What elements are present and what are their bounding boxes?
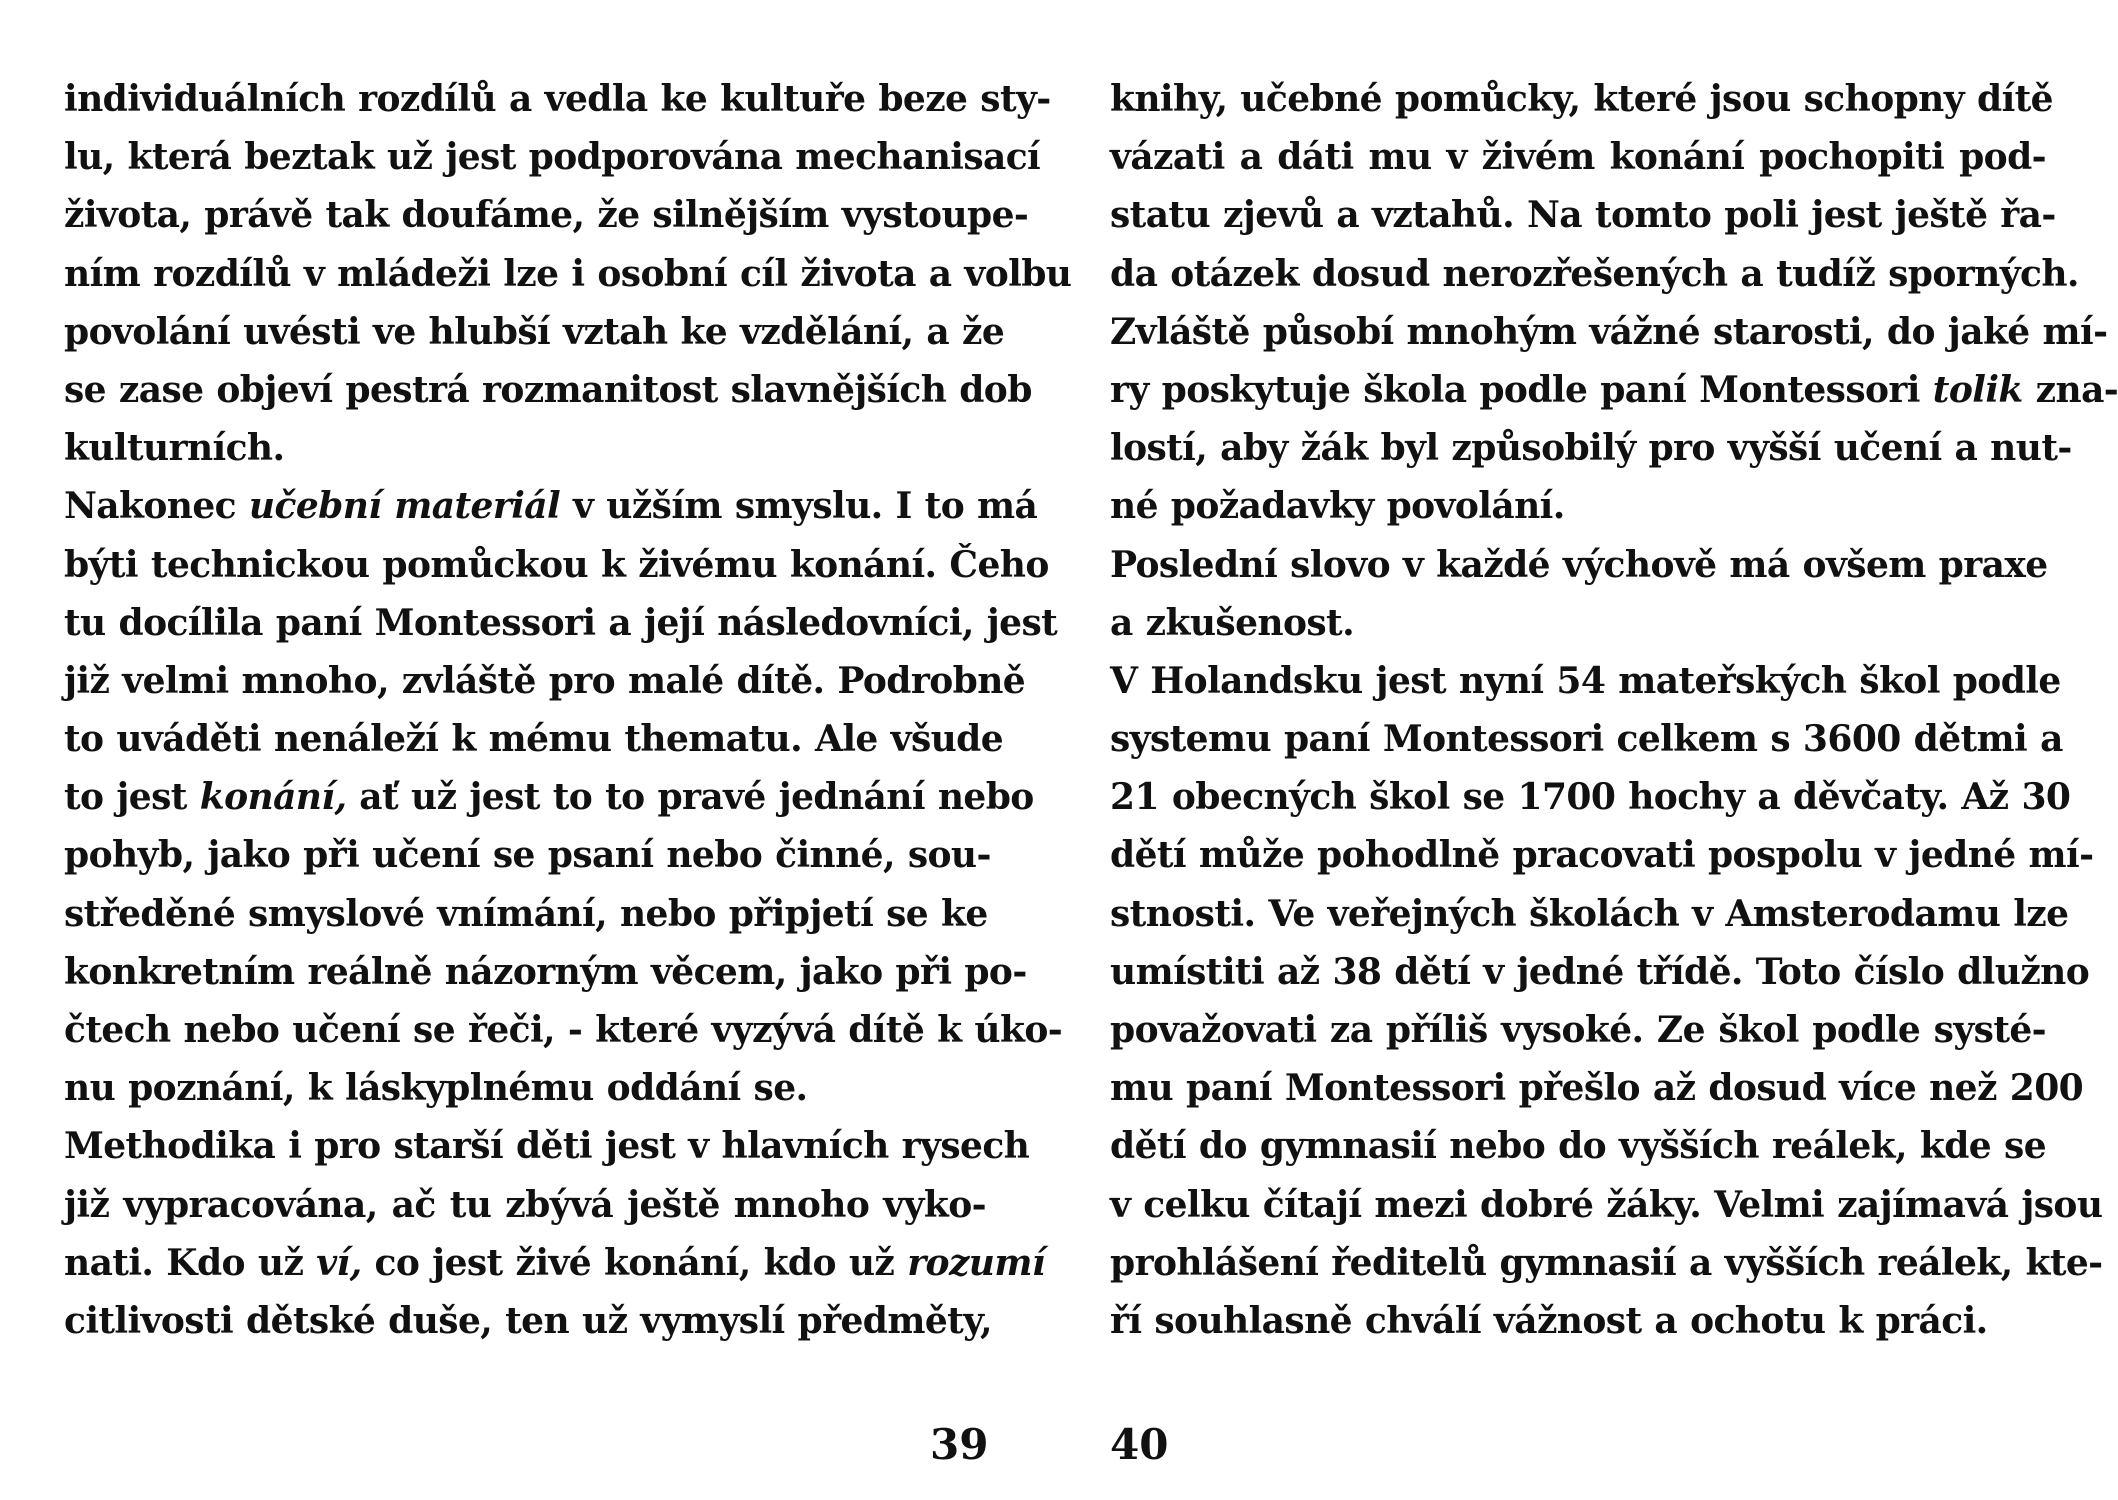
text-run: ať už jest to to pravé jednání nebo bbox=[346, 776, 1034, 819]
text-run: povolání uvésti ve hlubší vztah ke vzdělání, a že bbox=[64, 310, 1005, 353]
page-number-left: 39 bbox=[930, 1420, 989, 1469]
text-run: ry poskytuje škola podle paní Montessori bbox=[1110, 368, 1933, 411]
text-line bbox=[64, 768, 1034, 826]
text-run: umístiti až 38 dětí v jedné třídě. Toto číslo dlužno bbox=[1110, 950, 2090, 993]
text-run: středěné smyslové vnímání, nebo připjetí se ke bbox=[64, 892, 988, 935]
text-run: již vypracována, ač tu zbývá ještě mnoho vyko- bbox=[64, 1183, 986, 1226]
italic-text: konání, bbox=[199, 776, 347, 819]
text-line bbox=[64, 594, 1058, 652]
text-line bbox=[1110, 1059, 2084, 1117]
text-line bbox=[64, 70, 1051, 128]
text-line bbox=[64, 652, 1026, 710]
text-run: lostí, aby žák byl způsobilý pro vyšší učení a nut- bbox=[1110, 427, 2072, 470]
page-number-right: 40 bbox=[1110, 1420, 1169, 1469]
text-run: ním rozdílů v mládeži lze i osobní cíl života a volbu bbox=[64, 252, 1072, 295]
text-line bbox=[1110, 186, 2056, 244]
text-run: co jest živé konání, kdo už bbox=[361, 1241, 908, 1284]
text-line bbox=[64, 419, 986, 477]
text-line bbox=[1110, 1176, 2103, 1234]
text-run: Methodika i pro starší děti jest v hlavních rysech bbox=[64, 1125, 1030, 1168]
text-line bbox=[1110, 768, 2071, 826]
text-run: to uváděti nenáleží k mému thematu. Ale všude bbox=[64, 718, 1004, 761]
text-run: systemu paní Montessori celkem s 3600 dětmi a bbox=[1110, 718, 2063, 761]
text-line bbox=[1110, 1001, 2046, 1059]
text-run: v užším smyslu. I to má bbox=[560, 485, 1038, 528]
text-line bbox=[1110, 1234, 2103, 1292]
text-line bbox=[64, 1001, 1063, 1059]
text-run: života, právě tak doufáme, že silnějším vystoupe- bbox=[64, 194, 1029, 237]
text-line bbox=[64, 943, 1027, 1001]
text-run: to jest bbox=[64, 776, 200, 819]
text-line bbox=[64, 1117, 1030, 1175]
text-run: nati. Kdo už bbox=[64, 1241, 317, 1284]
text-run: 21 obecných škol se 1700 hochy a děvčaty. Až 30 bbox=[1110, 776, 2071, 819]
text-run: pohyb, jako při učení se psaní nebo činné, sou- bbox=[64, 834, 991, 877]
text-line bbox=[1110, 710, 2063, 768]
text-run: v celku čítají mezi dobré žáky. Velmi zajímavá jsou bbox=[1110, 1183, 2103, 1226]
text-line bbox=[1110, 477, 2046, 535]
italic-text: rozumí bbox=[907, 1241, 1045, 1284]
text-run: lu, která beztak už jest podporována mechanisací bbox=[64, 136, 1041, 179]
text-line bbox=[64, 303, 1005, 361]
text-run: statu zjevů a vztahů. Na tomto poli jest ještě řa- bbox=[1110, 194, 2056, 237]
text-run: čtech nebo učení se řeči, - které vyzývá dítě k úko- bbox=[64, 1009, 1063, 1051]
text-line bbox=[1110, 943, 2090, 1001]
text-run: a zkušenost. bbox=[1110, 601, 1355, 644]
italic-text: učební materiál bbox=[248, 485, 561, 528]
text-line bbox=[64, 1176, 986, 1234]
text-line bbox=[64, 477, 1038, 535]
italic-text: tolik bbox=[1932, 368, 2023, 411]
text-line bbox=[64, 186, 1029, 244]
text-line bbox=[1110, 826, 2094, 884]
text-run: dětí může pohodlně pracovati pospolu v jedné mí- bbox=[1110, 834, 2094, 877]
text-line bbox=[1110, 652, 2061, 710]
text-line bbox=[64, 710, 1004, 768]
text-run: býti technickou pomůckou k živému konání. Čeho bbox=[64, 543, 1049, 586]
text-run: Nakonec bbox=[64, 485, 249, 528]
text-line bbox=[64, 245, 1072, 303]
text-line bbox=[1110, 361, 2118, 419]
text-run: Poslední slovo v každé výchově má ovšem praxe bbox=[1110, 543, 2048, 586]
text-line bbox=[64, 826, 991, 884]
text-line bbox=[64, 1059, 986, 1117]
right-page-text bbox=[1110, 70, 2118, 1350]
text-line bbox=[1110, 245, 2079, 303]
text-run: prohlášení ředitelů gymnasií a vyšších reálek, kte- bbox=[1110, 1241, 2103, 1284]
text-run: mu paní Montessori přešlo až dosud více než 200 bbox=[1110, 1067, 2084, 1110]
text-line bbox=[1110, 594, 2046, 652]
text-run: ří souhlasně chválí vážnost a ochotu k práci. bbox=[1110, 1299, 1988, 1342]
text-run: V Holandsku jest nyní 54 mateřských škol podle bbox=[1110, 659, 2061, 702]
text-line bbox=[64, 128, 1041, 186]
text-run: da otázek dosud nerozřešených a tudíž sporných. bbox=[1110, 252, 2079, 295]
text-run: citlivosti dětské duše, ten už vymyslí předměty, bbox=[64, 1299, 992, 1342]
text-line bbox=[1110, 303, 2108, 361]
text-line bbox=[1110, 885, 2069, 943]
text-line bbox=[64, 885, 986, 943]
text-run: stnosti. Ve veřejných školách v Amsterodamu lze bbox=[1110, 892, 2069, 935]
text-run: Zvláště působí mnohým vážné starosti, do jaké mí- bbox=[1110, 310, 2108, 353]
text-line bbox=[64, 536, 1049, 594]
text-line bbox=[1110, 1292, 2046, 1350]
text-run: konkretním reálně názorným věcem, jako při po- bbox=[64, 950, 1027, 993]
text-line bbox=[64, 1234, 1045, 1292]
text-run: knihy, učebné pomůcky, které jsou schopny dítě bbox=[1110, 78, 2053, 120]
text-run: né požadavky povolání. bbox=[1110, 485, 1565, 528]
text-run: se zase objeví pestrá rozmanitost slavnějších dob bbox=[64, 368, 1032, 411]
text-line bbox=[1110, 536, 2046, 594]
text-line bbox=[1110, 128, 2046, 186]
text-run: považovati za příliš vysoké. Ze škol podle systé- bbox=[1110, 1009, 2046, 1051]
text-run: vázati a dáti mu v živém konání pochopiti pod- bbox=[1110, 136, 2046, 179]
text-run: nu poznání, k láskyplnému oddání se. bbox=[64, 1067, 808, 1110]
text-run: zna- bbox=[2022, 368, 2118, 411]
text-line bbox=[1110, 70, 2053, 128]
text-run: tu docílila paní Montessori a její následovníci, jest bbox=[64, 601, 1058, 644]
text-line bbox=[1110, 1117, 2046, 1175]
text-run: kulturních. bbox=[64, 427, 285, 470]
text-line bbox=[64, 361, 1032, 419]
left-page-text bbox=[64, 70, 1072, 1350]
text-run: již velmi mnoho, zvláště pro malé dítě. Podrobně bbox=[64, 659, 1026, 702]
text-line bbox=[1110, 419, 2072, 477]
italic-text: ví, bbox=[316, 1241, 362, 1284]
text-run: dětí do gymnasií nebo do vyšších reálek, kde se bbox=[1110, 1125, 2046, 1168]
text-run: individuálních rozdílů a vedla ke kultuře beze sty- bbox=[64, 78, 1051, 120]
text-line bbox=[64, 1292, 992, 1350]
